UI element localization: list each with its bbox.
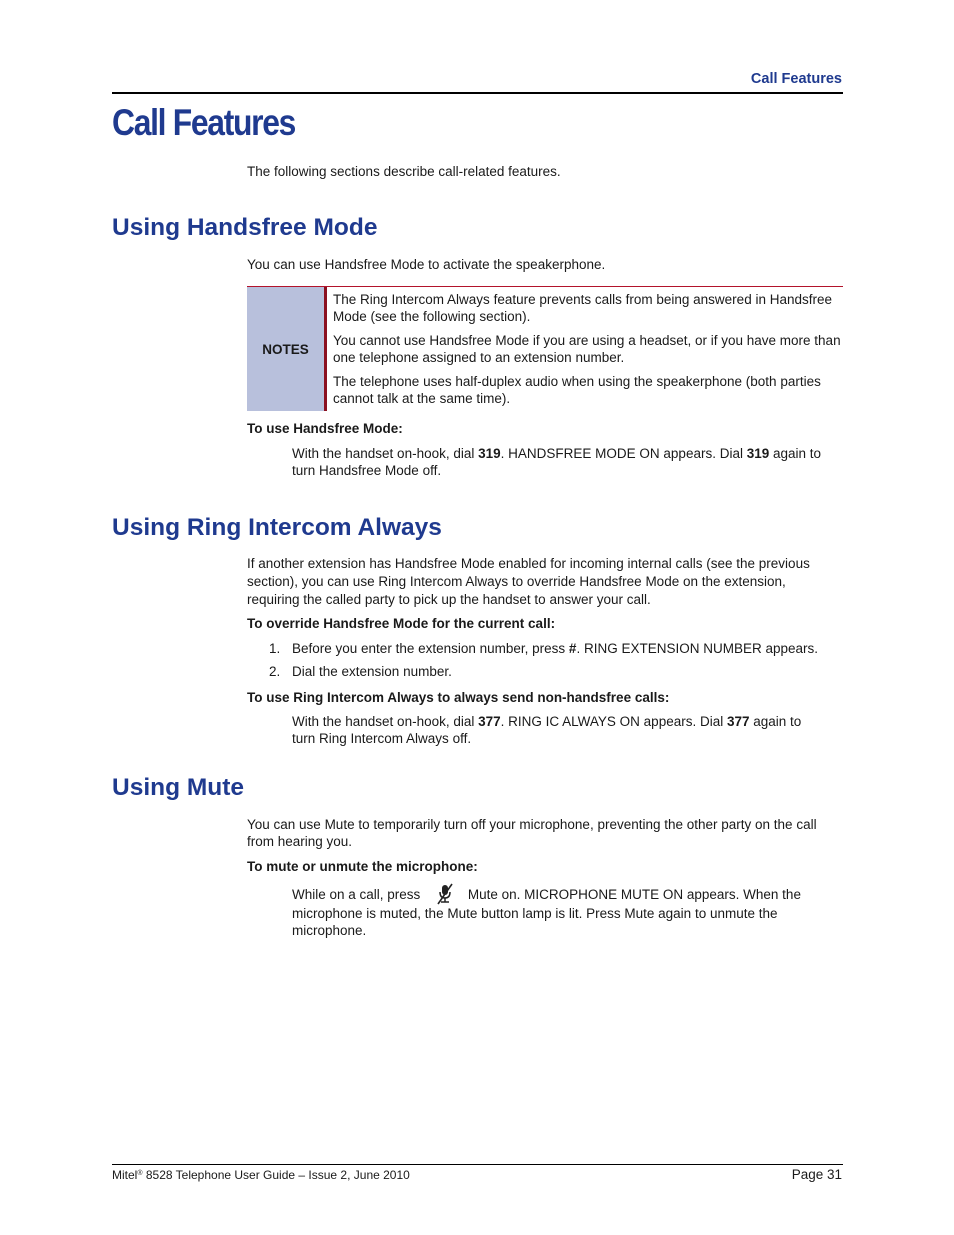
procedure-title: To use Handsfree Mode:: [247, 421, 403, 436]
procedure-step: Dial the extension number.: [292, 664, 452, 679]
procedure-title: To override Handsfree Mode for the current call:: [247, 616, 556, 631]
heading-handsfree: Using Handsfree Mode: [112, 214, 378, 241]
footer-doc-title: Mitel® 8528 Telephone User Guide – Issue 2, June 2010: [112, 1168, 410, 1182]
mute-text: You can use Mute to temporarily turn off your microphone, preventing the other party on the call from hearing you.: [247, 817, 817, 849]
footer-rule: [112, 1164, 843, 1165]
header-rule: [112, 92, 843, 94]
ring-text: If another extension has Handsfree Mode enabled for incoming internal calls (see the previous section), you can use Ring Intercom Always to override Handsfree Mode on the extension, requiring the called party to pick up the handset to answer your call.: [247, 556, 810, 607]
procedure-step: While on a call, press Mute on. MICROPHONE MUTE ON appears. When the microphone is muted, the Mute button lamp is lit. Press Mute again to unmute the microphone.: [292, 883, 844, 939]
step-number: 1.: [269, 641, 281, 656]
procedure-title: To mute or unmute the microphone:: [247, 859, 478, 874]
step-number: 2.: [269, 664, 281, 679]
notes-label: NOTES: [247, 287, 324, 411]
procedure-title: To use Ring Intercom Always to always send non-handsfree calls:: [247, 690, 670, 705]
procedure-step: Before you enter the extension number, press #. RING EXTENSION NUMBER appears.: [292, 641, 818, 656]
mute-microphone-icon: [434, 883, 456, 905]
running-header: Call Features: [750, 71, 842, 87]
procedure-step: With the handset on-hook, dial 377. RING IC ALWAYS ON appears. Dial 377 again to turn Ring Intercom Always off.: [292, 714, 802, 746]
procedure-step: With the handset on-hook, dial 319. HANDSFREE MODE ON appears. Dial 319 again to turn Handsfree Mode off.: [292, 446, 822, 478]
note-item: The telephone uses half-duplex audio when using the speakerphone (both parties cannot talk at the same time).: [333, 374, 821, 406]
notes-divider: [324, 287, 327, 411]
note-item: You cannot use Handsfree Mode if you are using a headset, or if you have more than one telephone assigned to an extension number.: [333, 333, 841, 365]
page-number: Page 31: [791, 1167, 842, 1182]
notes-table: [247, 286, 843, 411]
handsfree-text: You can use Handsfree Mode to activate the speakerphone.: [247, 257, 606, 272]
page-title: Call Features: [112, 102, 296, 143]
heading-ring-intercom: Using Ring Intercom Always: [112, 514, 442, 541]
intro-text: The following sections describe call-related features.: [247, 164, 561, 179]
note-item: The Ring Intercom Always feature prevents calls from being answered in Handsfree Mode (see the following section).: [333, 292, 832, 324]
heading-mute: Using Mute: [112, 774, 245, 801]
